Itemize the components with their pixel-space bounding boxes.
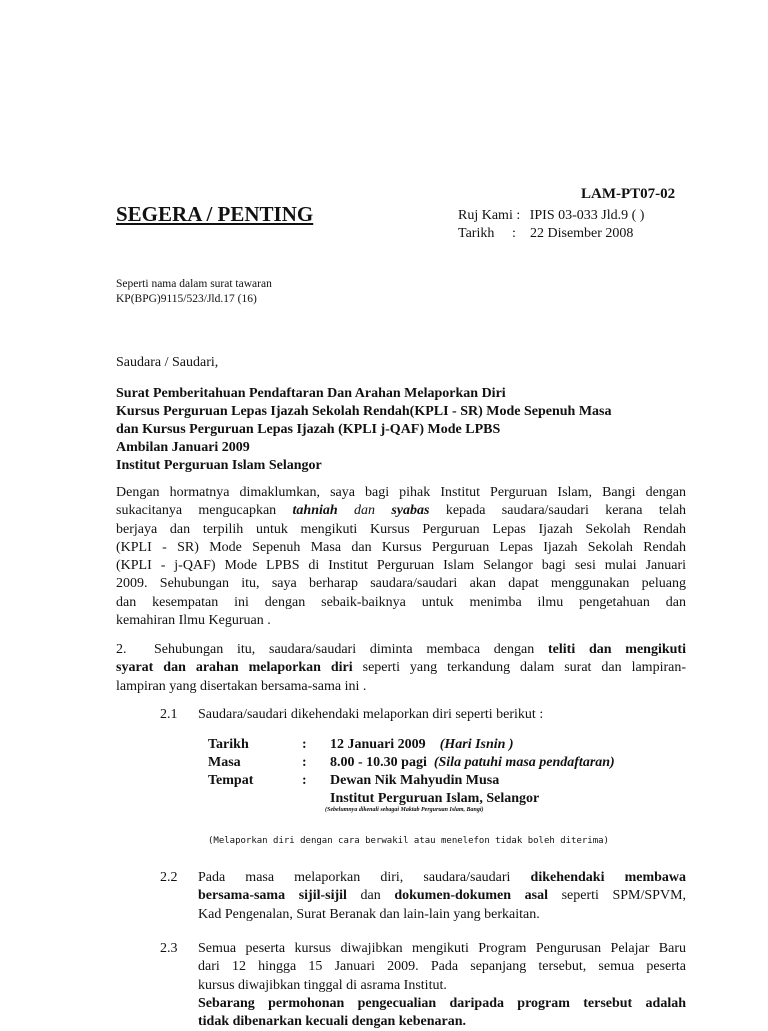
- subparagraph-number: 2.2: [160, 870, 178, 885]
- paragraph-line: kemahiran Ilmu Keguruan .: [116, 613, 271, 629]
- former-name-note: (Sebelumnya dikenali sebagai Maktab Perguruan Islam, Bangi): [325, 807, 484, 813]
- paragraph-line: lampiran yang disertakan bersama-sama ini .: [116, 678, 367, 694]
- reference-value: IPIS 03-033 Jld.9 ( ): [529, 208, 645, 223]
- reference-label: Ruj Kami :: [458, 208, 521, 223]
- schedule-note: (Sila patuhi masa pendaftaran): [433, 755, 615, 770]
- paragraph-line: [116, 641, 686, 659]
- paragraph-line: [198, 869, 686, 887]
- paragraph-line: [198, 1013, 686, 1031]
- date-row: [458, 225, 644, 243]
- date-separator: :: [512, 226, 516, 241]
- date-label: Tarikh: [458, 226, 495, 241]
- urgent-heading: SEGERA / PENTING: [116, 202, 314, 226]
- schedule-key: Masa: [208, 755, 241, 770]
- schedule-value: Dewan Nik Mahyudin Musa: [330, 773, 500, 788]
- paragraph-line: berjaya dan terpilih untuk mengikuti Kursus Perguruan Lepas Ijazah Sekolah Rendah: [116, 521, 686, 537]
- subparagraph-text: Saudara/saudari dikehendaki melaporkan diri seperti berikut :: [198, 707, 544, 722]
- subject-line: dan Kursus Perguruan Lepas Ijazah (KPLI j-QAF) Mode LPBS: [116, 422, 501, 437]
- paragraph-line: Dengan hormatnya dimaklumkan, saya bagi pihak Institut Perguruan Islam, Bangi dengan: [116, 485, 686, 500]
- emphasis-text: bersama-sama sijil-sijil: [198, 888, 347, 904]
- address-line: KP(BPG)9115/523/Jld.17 (16): [116, 293, 257, 305]
- paragraph-line: dari 12 hingga 15 Januari 2009. Pada sepanjang tersebut, semua peserta: [198, 959, 686, 975]
- document-code: LAM-PT07-02: [581, 186, 676, 202]
- reporting-rule-note: (Melaporkan diri dengan cara berwakil atau menelefon tidak boleh diterima): [208, 836, 609, 846]
- reporting-schedule: [208, 736, 615, 808]
- subparagraph-body: [198, 940, 686, 1031]
- schedule-value: 8.00 - 10.30 pagi: [330, 755, 427, 770]
- recipient-address: [116, 277, 272, 307]
- schedule-row-place-2: [208, 790, 615, 808]
- paragraph-line: 2009. Sehubungan itu, saya berharap saudara/saudari akan dapat menggunakan peluang: [116, 576, 686, 592]
- emphasis-text: dokumen-dokumen asal: [394, 888, 548, 904]
- paragraph-number: 2.: [116, 642, 127, 657]
- schedule-row-place: [208, 772, 615, 790]
- emphasis-text: Sebarang permohonan pengecualian daripada program tersebut adalah: [198, 995, 686, 1011]
- paragraph-line: [198, 995, 686, 1013]
- paragraph-line: Semua peserta kursus diwajibkan mengikuti Program Pengurusan Pelajar Baru: [198, 941, 686, 956]
- schedule-colon: :: [302, 755, 307, 770]
- schedule-value: 12 Januari 2009: [330, 737, 426, 752]
- paragraph-line: (KPLI - j-QAF) Mode LPBS di Institut Perguruan Islam Selangor bagi sesi mulai Januari: [116, 558, 686, 574]
- paragraph-line: (KPLI - SR) Mode Sepenuh Masa dan Kursus Perguruan Lepas Ijazah Sekolah Rendah: [116, 539, 686, 555]
- schedule-note: (Hari Isnin ): [439, 737, 514, 752]
- emphasis-text: dikehendaki membawa: [530, 870, 686, 885]
- paragraph-line: [116, 659, 686, 677]
- emphasis-text: teliti dan mengikuti: [548, 642, 686, 657]
- schedule-key: Tarikh: [208, 737, 249, 752]
- reference-row: [458, 207, 644, 225]
- text-run: kepada saudara/saudari kerana telah: [445, 503, 687, 519]
- subject-line: Surat Pemberitahuan Pendaftaran Dan Arahan Melaporkan Diri: [116, 386, 506, 401]
- paragraph-line: Kad Pengenalan, Surat Beranak dan lain-lain yang berkaitan.: [198, 906, 540, 922]
- paragraph-line: kursus diwajibkan tinggal di asrama Institut.: [198, 977, 447, 993]
- subject-heading: [116, 385, 612, 475]
- text-run: seperti SPM/SPVM,: [561, 888, 687, 904]
- subject-line: Ambilan Januari 2009: [116, 440, 250, 455]
- address-line: Seperti nama dalam surat tawaran: [116, 278, 272, 290]
- emphasis-tahniah: tahniah: [292, 503, 338, 519]
- schedule-key: Tempat: [208, 773, 254, 788]
- paragraph-line: [198, 887, 686, 905]
- salutation: Saudara / Saudari,: [116, 355, 219, 370]
- reference-block: [458, 207, 644, 243]
- date-value: 22 Disember 2008: [530, 226, 634, 241]
- paragraph-line: dan kesempatan ini dengan sebaik-baiknya untuk menimba ilmu pengetahuan dan: [116, 594, 686, 610]
- schedule-colon: :: [302, 773, 307, 788]
- text-run: seperti yang terkandung dalam surat dan lampiran-: [362, 660, 686, 676]
- subparagraph-number: 2.1: [160, 707, 178, 722]
- schedule-colon: :: [302, 737, 307, 752]
- subject-line: Institut Perguruan Islam Selangor: [116, 458, 322, 473]
- text-run: Pada masa melaporkan diri, saudara/saudari: [198, 870, 511, 885]
- paragraph-1: [116, 484, 686, 630]
- schedule-row-date: [208, 736, 615, 754]
- paragraph-line: [116, 502, 686, 520]
- emphasis-syabas: syabas: [391, 503, 430, 519]
- emphasis-text: tidak dibenarkan kecuali dengan kebenaran.: [198, 1014, 467, 1030]
- schedule-value: Institut Perguruan Islam, Selangor: [330, 791, 540, 806]
- text-run: dan: [354, 503, 375, 519]
- text-run: dan: [360, 888, 381, 904]
- text-run: Sehubungan itu, saudara/saudari diminta membaca dengan: [154, 642, 535, 657]
- schedule-row-time: [208, 754, 615, 772]
- subparagraph-2-1: [160, 707, 543, 723]
- subparagraph-body: [198, 869, 686, 924]
- subparagraph-number: 2.3: [160, 941, 178, 956]
- paragraph-2: [116, 641, 686, 696]
- text-run: sukacitanya mengucapkan: [116, 503, 277, 519]
- subject-line: Kursus Perguruan Lepas Ijazah Sekolah Rendah(KPLI - SR) Mode Sepenuh Masa: [116, 404, 612, 419]
- emphasis-text: syarat dan arahan melaporkan diri: [116, 660, 353, 676]
